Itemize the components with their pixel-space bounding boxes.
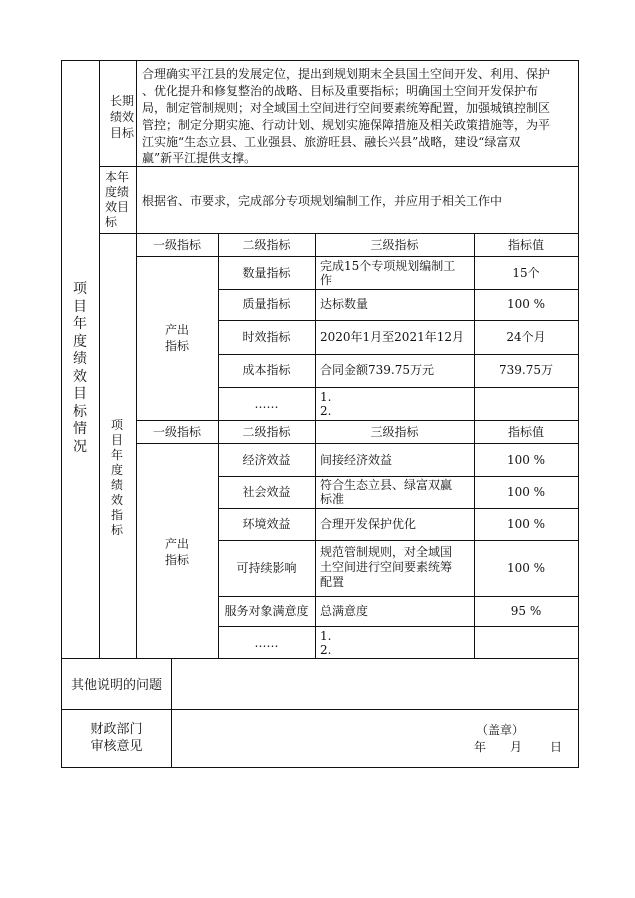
grid-line [218, 596, 579, 597]
table-cell: 总满意度 [320, 604, 369, 618]
grid-line [99, 233, 579, 234]
grid-line [315, 233, 316, 658]
long-term-label-line: 绩效 [110, 110, 135, 124]
table-header: 指标值 [507, 238, 544, 252]
long-term-text-line: 赢”新平江提供支撑。 [142, 151, 257, 165]
other-notes-label: 其他说明的问题 [70, 678, 162, 693]
long-term-text-line: 、优化提升和修复整治的战略、目标及重要指标；明确国土空间开发保护布 [142, 84, 539, 98]
annual-label-line: 度绩 [105, 185, 130, 199]
table-header: 三级指标 [370, 425, 419, 439]
table-border-bottom [62, 767, 579, 768]
grid-line [218, 387, 579, 388]
grid-line [171, 658, 172, 768]
table-cell: 质量指标 [242, 297, 291, 311]
annual-label-line: 效目 [105, 200, 130, 214]
table-header: 三级指标 [370, 238, 419, 252]
long-term-label-line: 长期 [110, 94, 135, 108]
date-year: 年 [474, 740, 487, 754]
indicators-label: 项目年度绩效指标 [110, 418, 123, 537]
output-indicator-label: 产出 [164, 537, 189, 551]
grid-line [218, 476, 579, 477]
date-day: 日 [550, 740, 563, 754]
grid-line [99, 60, 100, 658]
table-cell: 100 % [506, 485, 546, 499]
table-cell: 合理开发保护优化 [320, 517, 417, 531]
grid-line [218, 508, 579, 509]
table-cell: 作 [320, 273, 333, 287]
table-header: 二级指标 [242, 238, 291, 252]
table-cell: 完成15个专项规划编制工 [320, 259, 456, 273]
annual-label-line: 本年 [105, 170, 130, 184]
table-cell: 100 % [506, 561, 546, 575]
table-cell: 规范管制规则，对全域国 [320, 545, 453, 559]
long-term-text-line: 管控；制定分期实施、行动计划、规划实施保障措施及相关政策措施等，为平 [142, 118, 551, 132]
table-cell: 2. [320, 643, 332, 657]
grid-line [136, 60, 137, 658]
table-cell: 2. [320, 404, 332, 418]
table-cell: 环境效益 [242, 517, 291, 531]
table-cell: 标准 [320, 492, 345, 506]
long-term-label-line: 目标 [110, 126, 135, 140]
grid-line [99, 166, 579, 167]
table-cell: 100 % [506, 297, 546, 311]
table-cell: 1. [320, 629, 332, 643]
long-term-text-line: 局，制定管制规则；对全域国土空间进行空间要素统筹配置，加强城镇控制区 [142, 101, 551, 115]
table-cell: 1. [320, 390, 332, 404]
table-cell: 成本指标 [242, 363, 291, 377]
annual-label-line: 标 [105, 215, 118, 229]
table-cell: 95 % [510, 604, 542, 618]
grid-line [218, 626, 579, 627]
table-cell: 739.75万 [499, 363, 553, 377]
annual-text: 根据省、市要求，完成部分专项规划编制工作，并应用于相关工作中 [142, 194, 503, 208]
output-indicator-label: 指标 [164, 553, 189, 567]
table-cell: 经济效益 [242, 453, 291, 467]
table-cell: 土空间进行空间要素统筹 [320, 560, 453, 574]
long-term-text-line: 合理确实平江县的发展定位，提出到规划期末全县国土空间开发、利用、保护 [142, 67, 551, 81]
table-cell: 时效指标 [242, 330, 291, 344]
table-cell: 配置 [320, 575, 345, 589]
grid-line [218, 354, 579, 355]
table-cell: 社会效益 [242, 485, 291, 499]
table-border-top [62, 60, 579, 61]
grid-line [218, 540, 579, 541]
finance-label-line2: 审核意见 [90, 739, 143, 754]
table-cell: 2020年1月至2021年12月 [320, 330, 464, 344]
date-month: 月 [510, 740, 523, 754]
grid-line [136, 420, 579, 421]
output-indicator-label: 产出 [164, 323, 189, 337]
seal-text: （盖章） [476, 723, 525, 737]
grid-line [218, 289, 579, 290]
table-cell: 间接经济效益 [320, 453, 393, 467]
table-cell: 100 % [506, 517, 546, 531]
table-cell: 100 % [506, 453, 546, 467]
grid-line [218, 320, 579, 321]
table-cell: 数量指标 [242, 266, 291, 280]
table-header: 二级指标 [242, 425, 291, 439]
table-cell: 服务对象满意度 [224, 604, 309, 618]
table-cell: …… [254, 397, 279, 411]
grid-line [136, 443, 579, 444]
finance-label-line1: 财政部门 [90, 722, 143, 737]
long-term-text-line: 江实施“生态立县、工业强县、旅游旺县、融长兴县”战略，建设“绿富双 [142, 135, 521, 149]
table-cell: 15个 [512, 266, 540, 280]
table-cell: 达标数量 [320, 297, 369, 311]
grid-line [136, 256, 579, 257]
table-header: 指标值 [507, 425, 544, 439]
output-indicator-label: 指标 [164, 339, 189, 353]
table-cell: 符合生态立县、绿富双赢 [320, 478, 453, 492]
table-cell: …… [254, 636, 279, 650]
table-header: 一级指标 [152, 425, 201, 439]
table-cell: 24个月 [506, 330, 546, 344]
grid-line [62, 709, 579, 710]
grid-line [62, 658, 579, 659]
table-cell: 合同金额739.75万元 [320, 363, 434, 377]
table-cell: 可持续影响 [236, 561, 297, 575]
section-title: 项目年度绩效目标情况 [73, 281, 87, 455]
table-header: 一级指标 [152, 238, 201, 252]
table-border-left [61, 60, 62, 768]
